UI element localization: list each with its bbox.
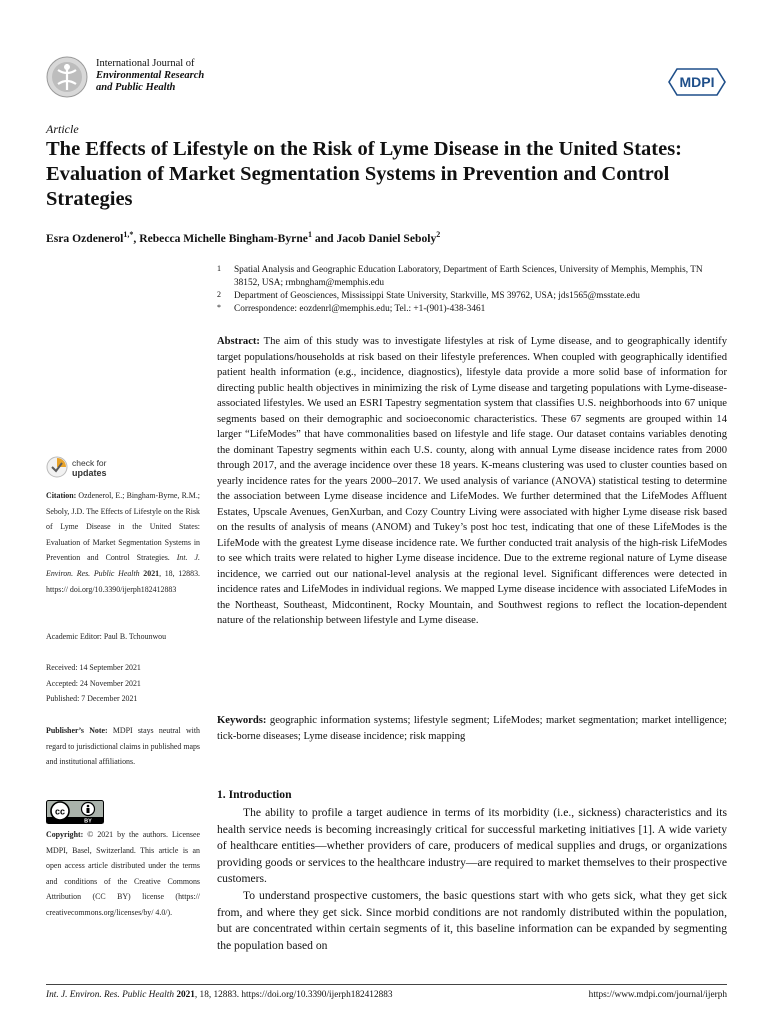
svg-text:cc: cc [54,806,66,817]
footer-journal: Int. J. Environ. Res. Public Health [46,990,174,1000]
author-affiliation-mark: 1,* [123,230,134,239]
publisher-note-label: Publisher’s Note: [46,726,108,735]
author-affiliation-mark: 2 [436,230,441,239]
published-date: Published: 7 December 2021 [46,694,138,704]
check-updates-icon [46,456,68,478]
affiliation-item [217,290,727,303]
journal-name [96,58,204,94]
article-type: Article [46,122,79,136]
paragraph: To understand prospective customers, the basic questions start with who gets sick, what they get sick from, and where they get sick. Since morbid conditions are not randomly distributed within the population, but are concentrated within certain segments of it, this baseline information can be expanded by segmenting the population based on [217,888,727,952]
journal-name-line1: International Journal of [96,58,195,69]
affiliations [217,264,727,316]
paper-title: The Effects of Lifestyle on the Risk of Lyme Disease in the United States: Evaluation of Market Segmentation Systems in Prevention and Control Strategies [46,138,683,210]
author-list [46,230,440,245]
publisher-note-text: MDPI stays neutral with regard to jurisdictional claims in published maps and institutional affiliations. [46,726,200,767]
section-heading-introduction: 1. Introduction [217,788,292,801]
affiliation-text: Spatial Analysis and Geographic Education Laboratory, Department of Earth Sciences, University of Memphis, Memphis, TN 38152, USA; rmbngham@memphis.edu [234,265,703,288]
keywords [217,713,727,744]
publication-dates [46,660,200,707]
abstract [217,334,727,629]
abstract-text: The aim of this study was to investigate lifestyles at risk of Lyme disease, and to geographically identify target populations/households at risk based on their lifestyle preferences. When coupled with geographically identified patient health information (e.g., incidence, diagnostics), lifestyle data provide a more solid base of information for directing public health objectives in minimizing the risk of Lyme disease and targeting populations with Lyme-disease-associated lifestyles. We used an ESRI Tapestry segmentation system that classifies U.S. neighborhoods into 67 unique segments based on their demographic and socioeconomic characteristics. These 67 segments are grouped within 14 larger “LifeModes” that have commonalities based on lifestyle and life stage. Our dataset contains variables denoting the dominant Tapestry segments within each U.S. county, along with annual Lyme disease incidence rates from 2000 through 2017, and the average incidence over these 18 years. K-means clustering was used to cluster counties based on yearly incidence rates for the years 2000–2017. We used analysis of variance (ANOVA) statistical testing to determine the association between Lyme disease incidence and LifeModes. We further determined that the LifeModes Affluent Estates, Upscale Avenues, GenXurban, and Cozy Country Living were associated with higher Lyme disease risk based on the results of analysis of means (ANOM) and Tukey’s post hoc test, indicating that one of these LifeModes is the LifeMode with the greatest Lyme disease incidence rate. We further conducted trait analysis of the high-risk LifeModes to see which traits were related to higher Lyme disease incidence. Due to the extreme regional nature of Lyme disease incidence, we carried out our national-level analysis at the regional level. Significant differences were detected in incidence rates and LifeModes in individual regions. We mapped Lyme disease incidence with associated LifeModes in the Northeast, Southeast, Midcontinent, Rocky Mountain, and Southwest regions to reflect the location-dependent nature of the relationship between lifestyle and Lyme disease. [217,336,727,626]
affiliation-item [217,264,727,290]
abstract-label: Abstract: [217,336,260,347]
author-name: Jacob Daniel Seboly [336,231,437,245]
accepted-date: Accepted: 24 November 2021 [46,678,141,688]
academic-editor: Academic Editor: Paul B. Tchounwou [46,632,167,641]
affiliation-text: Department of Geosciences, Mississippi State University, Starkville, MS 39762, USA; jds1565@msstate.edu [234,291,640,301]
copyright-label: Copyright: [46,830,84,839]
citation-text: Ozdenerol, E.; Bingham-Byrne, R.M.; Seboly, J.D. The Effects of Lifestyle on the Risk of Lyme Disease in the United States: Evaluation of Market Segmentation Systems in Prevention and Control Strategies. [46,491,200,563]
footer-year: 2021 [176,990,195,1000]
affiliation-mark: 1 [217,264,221,273]
paragraph: The ability to profile a target audience in terms of its morbidity (i.e., sickness) characteristics and its health service needs is becoming increasingly critical for successful marketing initiatives [1]. A wide variety of healthcare entities—whether providers of care, producers of medical supplies and drugs, or organizations providing goods or services to the healthcare industry—are required to market themselves to their prospective customers. [217,806,727,886]
journal-logo-icon [46,56,88,98]
footer-divider [46,984,727,985]
author-affiliation-mark: 1 [307,230,312,239]
keywords-text: geographic information systems; lifestyle segment; LifeModes; market segmentation; market intelligence; tick-borne diseases; Lyme disease incidence; risk mapping [217,715,727,742]
affiliation-item [217,303,727,316]
citation-block [46,488,200,597]
journal-name-line3: and Public Health [96,82,176,93]
check-for-updates-button[interactable] [46,456,126,484]
citation-journal: Int. J. Environ. Res. Public Health [46,553,200,578]
check-updates-line2: updates [72,468,107,478]
journal-name-line2: Environmental Research [96,70,205,81]
check-updates-text [72,458,107,478]
keywords-label: Keywords: [217,715,267,726]
footer-citation [46,990,393,1000]
svg-text:BY: BY [84,818,92,824]
citation-doi-link[interactable]: doi.org/10.3390/ijerph182412883 [69,584,177,594]
citation-label: Citation: [46,491,77,500]
footer-doi[interactable]: , 18, 12883. https://doi.org/10.3390/ijerph182412883 [194,990,393,1000]
cc-by-license-icon[interactable] [46,800,104,824]
citation-volume: , 18, 12883. https:// [46,568,200,594]
author-name: Esra Ozdenerol [46,231,124,245]
author-separator: , [133,231,140,245]
affiliation-text: Correspondence: eozdenrl@memphis.edu; Tel.: +1-(901)-438-3461 [234,304,486,314]
affiliation-mark: 2 [217,290,221,299]
received-date: Received: 14 September 2021 [46,663,141,672]
mdpi-logo [668,68,726,96]
affiliation-mark: * [217,303,221,312]
mdpi-logo-text: MDPI [679,74,715,90]
publisher-note [46,723,200,770]
author-name: Rebecca Michelle Bingham-Byrne [139,231,308,245]
copyright-text: © 2021 by the authors. Licensee MDPI, Basel, Switzerland. This article is an open access article distributed under the terms and conditions of the Creative Commons Attribution (CC BY) license (https:// creativecommons.org/licenses/by/ 4.0/). [46,830,200,917]
footer-journal-url[interactable]: https://www.mdpi.com/journal/ijerph [588,990,727,1000]
copyright-notice [46,827,200,921]
citation-year: 2021 [143,568,160,578]
check-updates-line1: check for [72,458,107,468]
author-separator: and [311,231,337,245]
introduction-body [217,805,727,954]
